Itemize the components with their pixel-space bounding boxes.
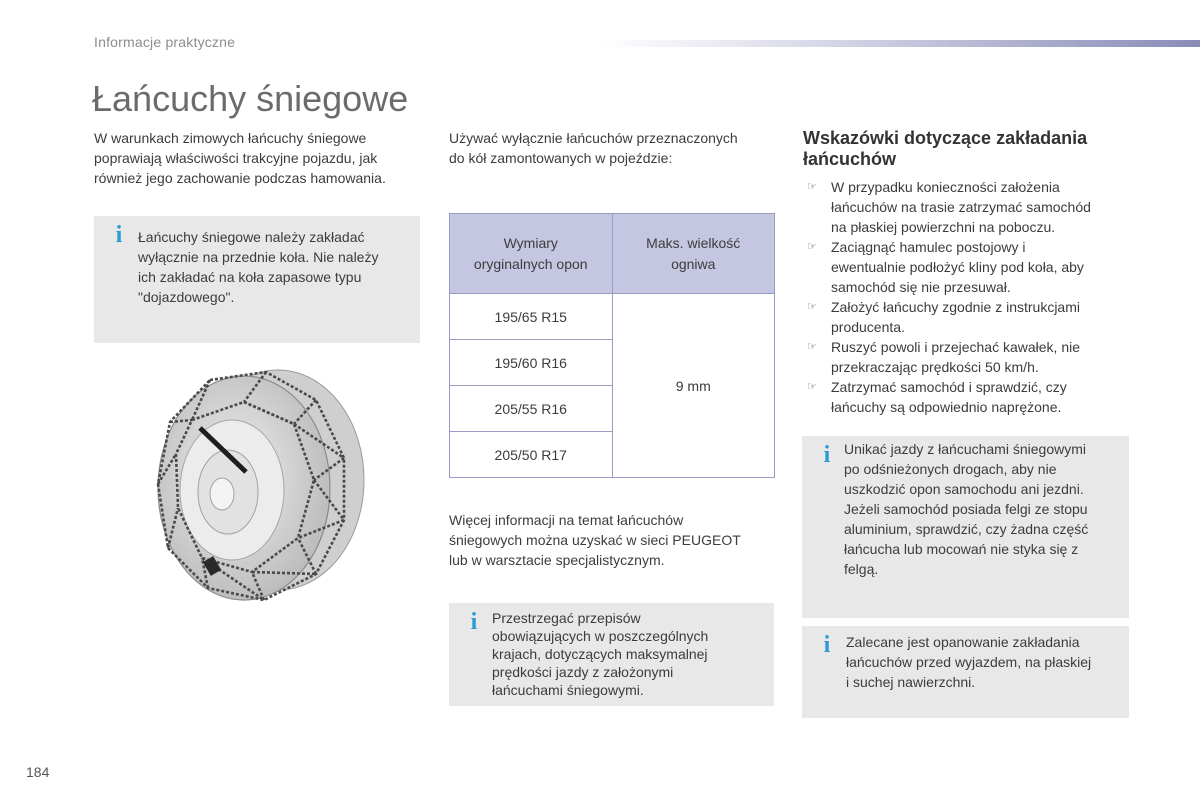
info-note-front-wheels: [94, 216, 420, 343]
info-icon: i: [470, 609, 478, 635]
pointing-hand-icon: ☞: [807, 241, 817, 253]
tire-size-cell: 195/65 R15: [450, 294, 613, 340]
list-item: ☞ Ruszyć powoli i przejechać kawałek, nie przekraczając prędkości 50 km/h.: [807, 339, 1080, 375]
info-icon: i: [823, 632, 831, 658]
list-item: ☞ W przypadku konieczności założenia łańcuchów na trasie zatrzymać samochód na płaskiej powierzchni na poboczu.: [807, 179, 1091, 235]
table-row: [450, 294, 775, 340]
info-icon: i: [115, 222, 123, 248]
tire-chain-size-table: [449, 213, 775, 478]
section-label: Informacje praktyczne: [94, 34, 236, 50]
tire-size-cell: 195/60 R16: [450, 340, 613, 386]
pointing-hand-icon: ☞: [807, 301, 817, 313]
list-item: ☞ Założyć łańcuchy zgodnie z instrukcjami producenta.: [807, 299, 1080, 335]
info-note-speed-limits: [449, 603, 774, 706]
tips-heading: Wskazówki dotyczące zakładania łańcuchów: [803, 128, 1088, 169]
page-number: 184: [26, 764, 50, 780]
info-note-text: Zalecane jest opanowanie zakładania łańcuchów przed wyjazdem, na płaskiej i suchej nawierzchni.: [846, 634, 1092, 690]
info-note-cleared-roads: [802, 436, 1129, 618]
info-icon: i: [823, 442, 831, 468]
max-link-size-cell: 9 mm: [612, 294, 775, 478]
header-max-link-size: Maks. wielkość ogniwa: [612, 214, 775, 294]
more-info-paragraph: Więcej informacji na temat łańcuchów śniegowych można uzyskać w sieci PEUGEOT lub w warsztacie specjalistycznym.: [449, 512, 741, 568]
info-note-text: Unikać jazdy z łańcuchami śniegowymi po odśnieżonych drogach, aby nie uszkodzić opon samochodu ani jezdni. Jeżeli samochód posiada felgi ze stopu aluminium, sprawdzić, czy żadna część łańcucha lub mocowań nie styka się z felgą.: [844, 441, 1089, 577]
pointing-hand-icon: ☞: [807, 381, 817, 393]
pointing-hand-icon: ☞: [807, 181, 817, 193]
info-note-text: Łańcuchy śniegowe należy zakładać wyłącznie na przednie koła. Nie należy ich zakładać na koła zapasowe typu "dojazdowego".: [138, 229, 379, 305]
pointing-hand-icon: ☞: [807, 341, 817, 353]
header-tire-dimensions: Wymiary oryginalnych opon: [450, 214, 613, 294]
snow-chain-tire-illustration: [148, 362, 368, 606]
list-item: ☞ Zatrzymać samochód i sprawdzić, czy łańcuchy są odpowiednio naprężone.: [807, 379, 1067, 415]
info-note-text: Przestrzegać przepisów obowiązujących w poszczególnych krajach, dotyczących maksymalnej prędkości jazdy z założonymi łańcuchami śniegowymi.: [492, 610, 709, 698]
list-item: ☞ Zaciągnąć hamulec postojowy i ewentualnie podłożyć kliny pod koła, aby samochód się nie przesuwał.: [807, 239, 1084, 295]
header-accent-bar: [600, 40, 1200, 47]
tips-list: [803, 177, 1133, 417]
tire-size-cell: 205/55 R16: [450, 386, 613, 432]
info-note-practice: [802, 626, 1129, 718]
page-title: Łańcuchy śniegowe: [92, 78, 409, 119]
tire-size-cell: 205/50 R17: [450, 432, 613, 478]
table-intro: Używać wyłącznie łańcuchów przeznaczonych do kół zamontowanych w pojeździe:: [449, 130, 738, 166]
intro-paragraph: W warunkach zimowych łańcuchy śniegowe poprawiają właściwości trakcyjne pojazdu, jak również jego zachowanie podczas hamowania.: [94, 130, 386, 186]
